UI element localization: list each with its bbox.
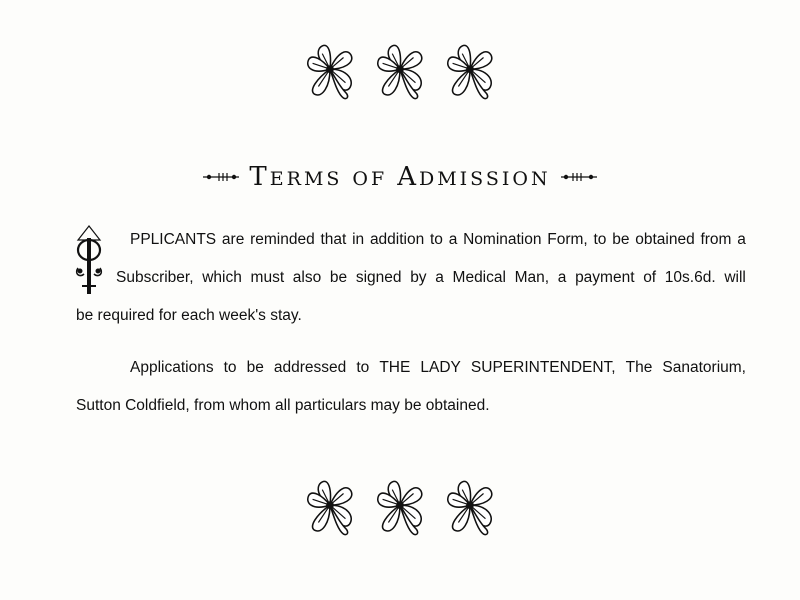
word: 10s.6d. [664,269,716,286]
word: PPLICANTS [130,231,217,248]
word: Subscriber, [116,269,194,286]
top-ornament-row [0,40,800,104]
word: to [593,231,607,248]
paragraph2-line2: Sutton Coldfield, from whom all particulars may be obtained. [76,397,490,414]
word: to [430,231,443,248]
bottom-ornament-row [0,476,800,540]
title-word-terms: ERMS [269,168,343,190]
word: Applications [130,359,214,376]
word: must [250,269,285,286]
word: from [700,231,732,248]
word: reminded [250,231,315,248]
word: in [352,231,365,248]
word: addressed [273,359,347,376]
word: will [724,269,746,286]
word: a [448,231,458,248]
word: of [643,269,657,286]
word: are [221,231,245,248]
drop-cap-a [74,224,104,300]
word: signed [355,269,402,286]
paragraph1-line3: be required for each week's stay. [76,307,302,324]
word: LADY [420,359,461,376]
word: a [737,231,746,248]
left-ornament-icon [203,170,239,184]
word: THE [379,359,411,376]
title-word-of: OF [352,168,388,190]
word: to [223,359,237,376]
title-word-admission: DMISSION [418,168,551,190]
right-ornament-icon [561,170,597,184]
flower-icon [301,40,359,104]
word: a [557,269,567,286]
word: Nomination [463,231,542,248]
word: be [612,231,630,248]
title-initial-t: T [249,162,270,192]
word: by [410,269,427,286]
word: The [625,359,653,376]
flower-icon [441,476,499,540]
word: a [435,269,444,286]
word: obtained [635,231,695,248]
word: payment [575,269,635,286]
flower-icon [371,40,429,104]
word: that [320,231,347,248]
word: to [356,359,370,376]
word: Form, [547,231,588,248]
word: Sanatorium, [662,359,746,376]
paragraph1-line1 [76,230,746,250]
page-title [249,162,550,192]
word: Medical [452,269,506,286]
flower-icon [301,476,359,540]
heading-row [0,162,800,192]
flower-icon [441,40,499,104]
word: addition [369,231,425,248]
paragraph2-line1 [76,358,746,378]
word: SUPERINTENDENT, [470,359,616,376]
word: be [246,359,264,376]
paragraph1-line2 [76,268,746,288]
paragraph-applications [76,358,746,416]
paragraph-applicants [76,230,746,326]
word: Man, [514,269,550,286]
title-initial-a: A [397,162,419,192]
word: also [292,269,322,286]
word: which [202,269,242,286]
flower-icon [371,476,429,540]
word: be [329,269,348,286]
